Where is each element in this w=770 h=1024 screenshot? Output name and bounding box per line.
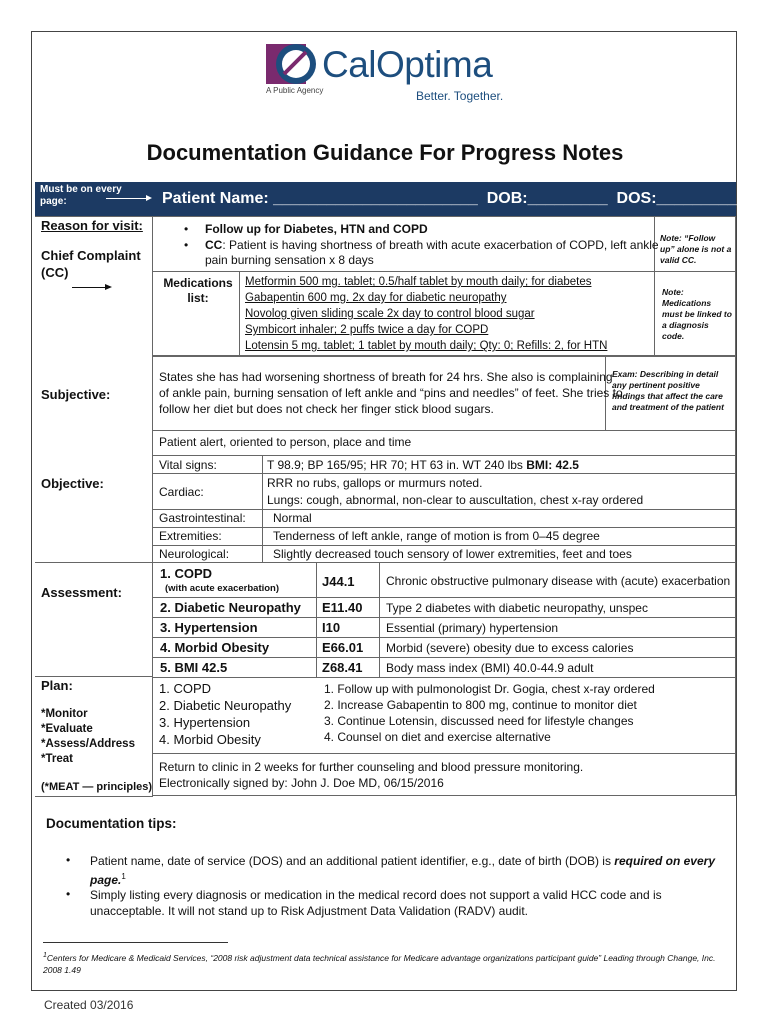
plan-dx: 2. Diabetic Neuropathy [159,698,292,713]
divider [735,356,736,564]
plan-return: Return to clinic in 2 weeks for further counseling and blood pressure monitoring. [159,760,584,774]
divider [152,753,736,754]
cardiac-value: RRR no rubs, gallops or murmurs noted. [267,476,483,490]
patient-name-line: Patient Name: _______________________ DOB:_________ DOS:__________ [162,190,746,207]
meat-treat: *Treat [41,753,73,765]
logo-tagline: Better. Together. [416,89,504,103]
extremities-value: Tenderness of left ankle, range of motion is from 0–45 degree [273,529,600,543]
divider [35,796,153,797]
plan-dx: 4. Morbid Obesity [159,732,261,747]
assessment-desc: Morbid (severe) obesity due to excess calories [386,641,634,655]
arrow-right-icon [72,287,110,288]
tip-1-text: Patient name, date of service (DOS) and an additional patient identifier, e.g., date of birth (DOB) is [90,854,615,868]
divider [316,562,317,678]
patient-header-bar [35,182,746,216]
assessment-dx: 4. Morbid Obesity [160,640,270,655]
gi-label: Gastrointestinal: [159,511,246,525]
exam-note: Exam: Describing in detail any pertinent positive findings that affect the care and treatment of the patient [612,369,724,412]
medication-item: Symbicort inhaler; 2 puffs twice a day for COPD [245,324,489,336]
divider [152,473,736,474]
assessment-dx: 3. Hypertension [160,620,258,635]
subjective-line: follow her diet but does not check her finger stick blood sugars. [159,402,494,416]
plan-action: 2. Increase Gabapentin to 800 mg, continue to monitor diet [324,698,637,712]
cc-note: Note: “Follow up” alone is not a valid CC. [660,233,732,265]
reason-label: Reason for visit: [41,218,143,233]
page-frame [31,31,737,991]
meat-evaluate: *Evaluate [41,723,93,735]
vitals-label: Vital signs: [159,458,217,472]
plan-signed: Electronically signed by: John J. Doe MD, 06/15/2016 [159,776,444,790]
bullet: • [184,222,189,236]
divider [152,597,736,598]
extremities-label: Extremities: [159,529,222,543]
assessment-code: Z68.41 [322,660,363,675]
meat-principles: (*MEAT — principles) [41,781,153,793]
meat-monitor: *Monitor [41,708,88,720]
plan-dx: 1. COPD [159,681,212,696]
assessment-desc: Type 2 diabetes with diabetic neuropathy, unspec [386,601,648,615]
divider [152,509,736,510]
medications-note: Note: Medications must be linked to a diagnosis code. [662,287,732,341]
bullet: • [66,887,71,901]
vitals-value [267,458,579,472]
assessment-code: J44.1 [322,574,355,589]
subjective-line: of ankle pain, burning sensation of left ankle and “pins and needles” of feet. She tries to [159,386,623,400]
assessment-code: E11.40 [322,600,363,615]
meat-assess: *Assess/Address [41,738,135,750]
cc-line [205,238,659,252]
assessment-code: I10 [322,620,341,635]
subjective-label: Subjective: [41,387,111,402]
footnote-ref: 1 [121,872,126,881]
cardiac-label: Cardiac: [159,485,204,499]
tips-heading: Documentation tips: [46,816,177,831]
tip-1 [90,853,720,888]
divider [152,617,736,618]
footnote-rule [43,942,228,943]
chief-complaint-label: Chief Complaint (CC) [41,248,141,280]
assessment-desc: Essential (primary) hypertension [386,621,559,635]
logo-subtitle: A Public Agency [266,86,324,95]
objective-label: Objective: [41,476,104,491]
footnote-num: 1 [43,952,47,959]
divider [152,527,736,528]
gi-value: Normal [273,511,312,525]
tip-2: Simply listing every diagnosis or medication in the medical record does not support a valid HCC code and is unacceptable. It will not stand up to Risk Adjustment Data Validation (RADV) audit. [90,888,662,918]
assessment-desc: Chronic obstructive pulmonary disease with (acute) exacerbation [386,574,731,588]
meat-list [41,707,135,767]
divider [35,562,153,563]
divider [239,271,240,356]
medications-label: Medications list: [163,276,233,305]
reason-line: Follow up for Diabetes, HTN and COPD [205,222,428,236]
medication-item: Gabapentin 600 mg. 2x day for diabetic neuropathy [245,292,507,304]
cc-tag: CC [205,238,223,252]
neuro-label: Neurological: [159,547,230,561]
divider [152,637,736,638]
assessment-desc: Body mass index (BMI) 40.0-44.9 adult [386,661,594,675]
bullet: • [184,238,189,252]
tip-1-emphasis: required on every page. [90,854,715,887]
footnote [43,950,733,976]
plan-action: 1. Follow up with pulmonologist Dr. Gogia, chest x-ray ordered [324,682,655,696]
caloptima-logo-icon [266,42,318,90]
arrow-right-icon [106,198,150,199]
neuro-value: Slightly decreased touch sensory of lower extremities, feet and toes [273,547,632,561]
footnote-text: Centers for Medicare & Medicaid Services, “2008 risk adjustment data technical assistance for Medicare advantage organizations participant guide” Leading through Change, Inc. 2008 1.49 [43,952,716,975]
document-title: Documentation Guidance For Progress Notes [146,140,624,165]
logo-name: CalOptima [322,44,493,85]
medication-item: Metformin 500 mg. tablet; 0.5/half tablet by mouth daily; for diabetes [245,276,592,288]
bullet: • [66,853,71,867]
assessment-dx: 1. COPD [160,566,213,581]
divider [35,676,153,677]
created-date: Created 03/2016 [44,998,134,1012]
plan-dx: 3. Hypertension [159,715,251,730]
plan-action: 3. Continue Lotensin, discussed need for lifestyle changes [324,714,634,728]
divider [152,545,736,546]
medication-item: Lotensin 5 mg. tablet; 1 tablet by mouth daily; Qty: 0; Refills: 2, for HTN [245,340,608,352]
divider [379,562,380,678]
plan-action: 4. Counsel on diet and exercise alternative [324,730,551,744]
medication-item: Novolog given sliding scale 2x day to control blood sugar [245,308,535,320]
vitals-text: T 98.9; BP 165/95; HR 70; HT 63 in. WT 240 lbs [267,458,523,472]
assessment-dx: 5. BMI 42.5 [160,660,228,675]
cc-text: : Patient is having shortness of breath with acute exacerbation of COPD, left ankle [222,238,659,252]
cc-line-2: pain burning sensation x 8 days [205,253,374,267]
lungs-value: Lungs: cough, abnormal, non-clear to auscultation, chest x-ray ordered [267,493,644,507]
objective-alert: Patient alert, oriented to person, place and time [159,435,412,449]
assessment-dx: 2. Diabetic Neuropathy [160,600,301,615]
assessment-label: Assessment: [41,585,122,600]
divider [152,657,736,658]
assessment-code: E66.01 [322,640,364,655]
divider [152,455,736,456]
assessment-sub: (with acute exacerbation) [165,583,280,594]
subjective-line: States she has had worsening shortness of breath for 24 hrs. She also is complaining [159,370,613,384]
plan-label: Plan: [41,678,73,693]
bmi-value: BMI: 42.5 [526,458,579,472]
must-be-note: Must be on every page: [40,184,122,207]
